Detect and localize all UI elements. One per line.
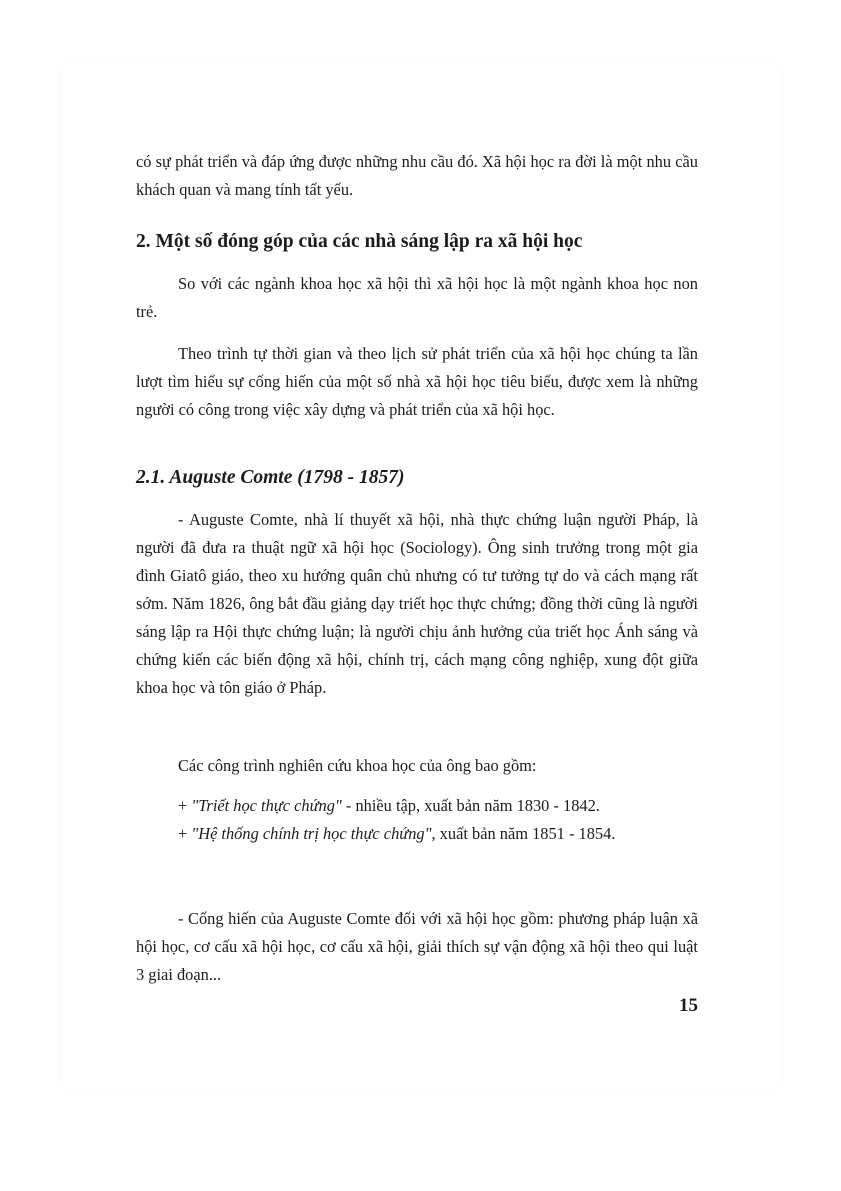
- work-item-prefix: +: [178, 824, 192, 843]
- page-number: 15: [679, 995, 698, 1016]
- work-item-detail: - nhiều tập, xuất bản năm 1830 - 1842.: [341, 796, 600, 815]
- paragraph-2: [136, 340, 698, 424]
- paragraph-1-text: So với các ngành khoa học xã hội thì xã hội học là một ngành khoa học non trẻ.: [136, 274, 698, 321]
- contributions: [136, 905, 698, 989]
- contributions-text: - Cống hiến của Auguste Comte đối với xã hội học gồm: phương pháp luận xã hội học, cơ cấu xã hội học, cơ cấu xã hội, giải thích sự vận động xã hội theo qui luật 3 giai đoạn...: [136, 909, 698, 984]
- work-item: [136, 820, 698, 848]
- paragraph-2-text: Theo trình tự thời gian và theo lịch sử phát triển của xã hội học chúng ta lần lượt tìm hiểu sự cống hiến của một số nhà xã hội học tiêu biểu, được xem là những người có công trong việc xây dựng và phát triển của xã hội học.: [136, 344, 698, 419]
- section-heading: 2. Một số đóng góp của các nhà sáng lập ra xã hội học: [136, 231, 583, 252]
- works-intro: [136, 752, 698, 780]
- work-item-detail: , xuất bản năm 1851 - 1854.: [431, 824, 616, 843]
- works-list: [136, 792, 698, 848]
- work-item-title: "Hệ thống chính trị học thực chứng": [191, 824, 432, 843]
- intro-paragraph-text: có sự phát triển và đáp ứng được những nhu cầu đó. Xã hội học ra đời là một nhu cầu khách quan và mang tính tất yếu.: [136, 152, 698, 199]
- works-intro-text: Các công trình nghiên cứu khoa học của ông bao gồm:: [178, 756, 537, 775]
- comte-bio: [136, 506, 698, 702]
- work-item-prefix: +: [178, 796, 192, 815]
- comte-bio-text: - Auguste Comte, nhà lí thuyết xã hội, nhà thực chứng luận người Pháp, là người đã đưa ra thuật ngữ xã hội học (Sociology). Ông sinh trưởng trong một gia đình Giatô giáo, theo xu hướng quân chủ nhưng có tư tưởng tự do và cách mạng rất sớm. Năm 1826, ông bắt đầu giảng dạy triết học thực chứng; đồng thời cũng là người sáng lập ra Hội thực chứng luận; là người chịu ảnh hưởng của triết học Ánh sáng và chứng kiến các biến động xã hội, chính trị, cách mạng công nghiệp, xung đột giữa khoa học và tôn giáo ở Pháp.: [136, 510, 698, 697]
- subsection-heading: 2.1. Auguste Comte (1798 - 1857): [136, 467, 405, 488]
- intro-paragraph: [136, 148, 698, 204]
- paragraph-1: [136, 270, 698, 326]
- work-item-title: "Triết học thực chứng": [191, 796, 342, 815]
- work-item: [136, 792, 698, 820]
